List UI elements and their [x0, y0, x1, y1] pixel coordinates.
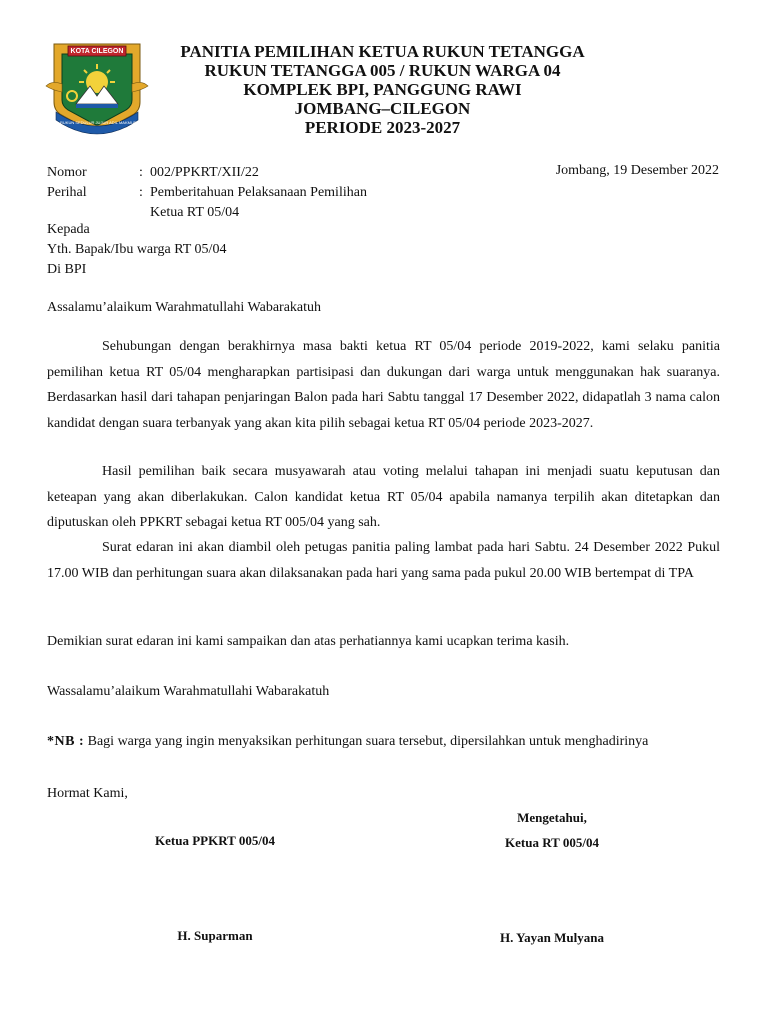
letter-date: Jombang, 19 Desember 2022	[555, 163, 719, 178]
kota-cilegon-logo	[42, 40, 152, 140]
left-signatory-title: Ketua PPKRT 005/04	[155, 833, 275, 848]
letter-meta	[47, 163, 447, 223]
logo-banner-text: KOTA CILEGON	[70, 48, 124, 55]
letter-header	[150, 42, 615, 137]
mengetahui-label: Mengetahui,	[517, 810, 587, 825]
right-signatory-title: Ketua RT 005/04	[505, 835, 599, 850]
recipient-kepada: Kepada	[47, 222, 90, 237]
farewell: Wassalamu’alaikum Warahmatullahi Wabarakatuh	[47, 684, 330, 699]
paragraph-3: Surat edaran ini akan diambil oleh petugas panitia paling lambat pada hari Sabtu. 24 Desember 2022 Pukul 17.00 WIB dan perhitungan suara akan dilaksanakan pada hari yang sama pada pukul 20.00 WIB bertempat di TPA	[47, 540, 720, 581]
nomor-label: Nomor	[47, 165, 87, 180]
left-signatory-name: H. Suparman	[177, 928, 253, 943]
perihal-value-line2: Ketua RT 05/04	[150, 205, 240, 220]
header-line-period: PERIODE 2023-2027	[304, 118, 461, 137]
closing-sentence: Demikian surat edaran ini kami sampaikan dan atas perhatiannya kami ucapkan terima kasih.	[47, 634, 570, 649]
paragraph-1: Sehubungan dengan berakhirnya masa bakti ketua RT 05/04 periode 2019-2022, kami selaku panitia pemilihan ketua RT 05/04 mengharapkan partisipasi dan dukungan dari warga untuk menggunakan hak suaranya. Berdasarkan hasil dari tahapan penjaringan Balon pada hari Sabtu tanggal 17 Desember 2022, didapatlah 3 nama calon kandidat dengan suara terbanyak yang akan kita pilih sebagai ketua RT 05/04 periode 2023-2027.	[47, 339, 720, 431]
perihal-label: Perihal	[47, 185, 87, 200]
header-line-address: KOMPLEK BPI, PANGGUNG RAWI	[243, 80, 522, 99]
paragraph-2: Hasil pemilihan baik secara musyawarah atau voting melalui tahapan ini menjadi suatu keputusan dan keteapan yang akan diberlakukan. Calon kandidat ketua RT 05/04 apabila namanya terpilih akan ditetapkan dan diputuskan oleh PPKRT sebagai ketua RT 005/04 yang sah.	[47, 464, 720, 530]
greeting: Assalamu’alaikum Warahmatullahi Wabarakatuh	[47, 300, 322, 315]
nomor-colon: :	[139, 165, 143, 180]
perihal-colon: :	[139, 185, 143, 200]
header-line-rt-rw: RUKUN TETANGGA 005 / RUKUN WARGA 04	[204, 61, 561, 80]
recipient-yth: Yth. Bapak/Ibu warga RT 05/04	[47, 242, 227, 257]
nomor-value: 002/PPKRT/XII/22	[150, 165, 259, 180]
nb-label: *NB :	[47, 734, 85, 749]
hormat-kami: Hormat Kami,	[47, 786, 128, 801]
recipient-location: Di BPI	[47, 262, 87, 277]
perihal-value-line1: Pemberitahuan Pelaksanaan Pemilihan	[150, 185, 367, 200]
logo-motto-text: RUKUN SEDULUR JUJUR ADIL MAKMUR	[60, 120, 137, 125]
nb-text: Bagi warga yang ingin menyaksikan perhitungan suara tersebut, dipersilahkan untuk menghadirinya	[87, 734, 649, 749]
nb-note	[47, 734, 648, 750]
right-signatory-name: H. Yayan Mulyana	[500, 930, 604, 945]
header-line-committee: PANITIA PEMILIHAN KETUA RUKUN TETANGGA	[180, 42, 585, 61]
header-line-city: JOMBANG–CILEGON	[294, 99, 471, 118]
